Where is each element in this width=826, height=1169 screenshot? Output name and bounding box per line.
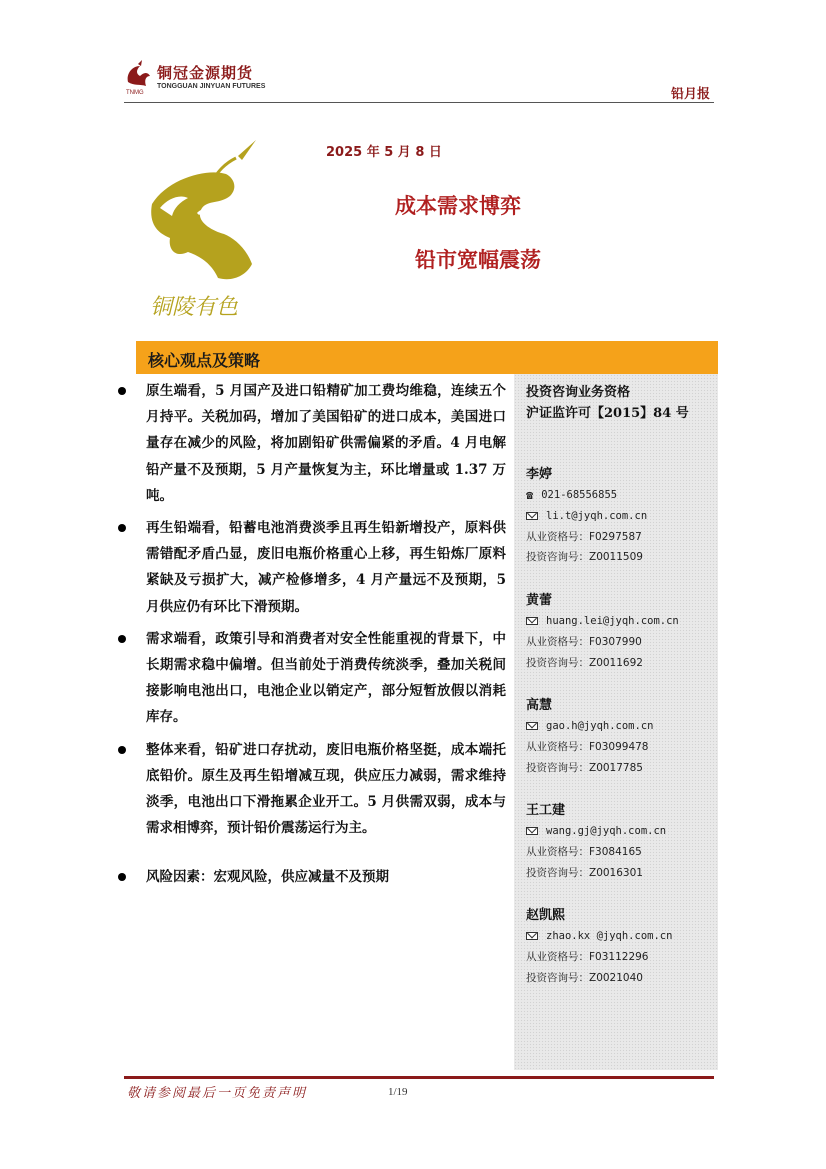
analyst-card bbox=[526, 906, 716, 988]
risk-item bbox=[116, 864, 506, 890]
list-item bbox=[116, 737, 506, 842]
section-title: 核心观点及策略 bbox=[148, 351, 261, 370]
bullet-icon bbox=[118, 873, 126, 881]
analyst-email[interactable]: wang.gj@jyqh.com.cn bbox=[526, 821, 716, 842]
analyst-email[interactable]: gao.h@jyqh.com.cn bbox=[526, 716, 716, 737]
point-text: 需求端看，政策引导和消费者对安全性能重视的背景下，中长期需求稳中偏增。但当前处于消费传统淡季，叠加关税间接影响电池出口，电池企业以销定产，部分短暂放假以消耗库存。 bbox=[146, 630, 506, 726]
mail-icon bbox=[526, 617, 538, 625]
analyst-name: 黄蕾 bbox=[526, 593, 553, 608]
company-name-cn: 铜冠金源期货 bbox=[157, 64, 254, 82]
company-name-en: TONGGUAN JINYUAN FUTURES bbox=[157, 83, 266, 90]
analyst-name: 赵凯熙 bbox=[526, 908, 566, 923]
analyst-advisory: 投资咨询号：Z0011509 bbox=[526, 551, 643, 564]
report-date: 2025 年 5 月 8 日 bbox=[326, 145, 442, 160]
report-type-label: 铅月报 bbox=[670, 87, 710, 102]
footer-divider bbox=[124, 1076, 714, 1079]
svg-text:铜陵有色: 铜陵有色 bbox=[150, 295, 239, 320]
report-title-line1: 成本需求博弈 bbox=[395, 194, 521, 218]
analyst-card bbox=[526, 465, 716, 568]
risk-text: 风险因素：宏观风险，供应减量不及预期 bbox=[146, 869, 389, 886]
bullet-icon bbox=[118, 524, 126, 532]
analyst-cert: 从业资格号：F03112296 bbox=[526, 950, 649, 963]
bullet-icon bbox=[118, 746, 126, 754]
phone-icon: ☎ bbox=[526, 488, 534, 502]
core-points-list bbox=[116, 378, 506, 891]
analyst-advisory: 投资咨询号：Z0011692 bbox=[526, 656, 643, 669]
list-item bbox=[116, 515, 506, 620]
analyst-name: 李婷 bbox=[526, 467, 553, 482]
qualification-title: 投资咨询业务资格 bbox=[526, 385, 631, 400]
mail-icon bbox=[526, 722, 538, 730]
analyst-phone: ☎ 021-68556855 bbox=[526, 488, 618, 502]
analyst-card bbox=[526, 801, 716, 883]
analyst-email[interactable]: li.t@jyqh.com.cn bbox=[526, 506, 716, 527]
header-divider bbox=[124, 102, 714, 103]
analyst-email[interactable]: zhao.kx @jyqh.com.cn bbox=[526, 926, 716, 947]
disclaimer-note: 敬请参阅最后一页免责声明 bbox=[127, 1086, 308, 1101]
analyst-advisory: 投资咨询号：Z0017785 bbox=[526, 761, 643, 774]
analyst-card bbox=[526, 591, 716, 673]
mail-icon bbox=[526, 827, 538, 835]
analyst-cert: 从业资格号：F0307990 bbox=[526, 635, 642, 648]
company-abbr: TNMG bbox=[126, 90, 144, 96]
tongling-emblem-icon bbox=[138, 138, 268, 328]
analyst-email[interactable]: huang.lei@jyqh.com.cn bbox=[526, 611, 716, 632]
analyst-cert: 从业资格号：F0297587 bbox=[526, 530, 642, 543]
point-text: 再生铅端看，铅蓄电池消费淡季且再生铅新增投产，原料供需错配矛盾凸显，废旧电瓶价格重心上移，再生铅炼厂原料紧缺及亏损扩大，减产检修增多，4 月产量远不及预期，5 月供应仍有环比下滑预期。 bbox=[146, 520, 506, 615]
qualification-license: 沪证监许可【2015】84 号 bbox=[526, 406, 689, 421]
analyst-cert: 从业资格号：F03099478 bbox=[526, 740, 649, 753]
analyst-advisory: 投资咨询号：Z0021040 bbox=[526, 971, 643, 984]
analyst-name: 王工建 bbox=[526, 803, 566, 818]
list-item bbox=[116, 626, 506, 731]
bullet-icon bbox=[118, 387, 126, 395]
company-logo-icon bbox=[124, 60, 154, 92]
analyst-advisory: 投资咨询号：Z0016301 bbox=[526, 866, 643, 879]
mail-icon bbox=[526, 932, 538, 940]
analyst-cert: 从业资格号：F3084165 bbox=[526, 845, 642, 858]
bullet-icon bbox=[118, 635, 126, 643]
page-number: 1/19 bbox=[388, 1086, 408, 1098]
analyst-card bbox=[526, 696, 716, 778]
point-text: 原生端看，5 月国产及进口铅精矿加工费均维稳，连续五个月持平。关税加码，增加了美国铅矿的进口成本，美国进口量存在减少的风险，将加剧铅矿供需偏紧的矛盾。4 月电解铅产量不及预期，5 月产量恢复为主，环比增量或 1.37 万吨。 bbox=[146, 383, 506, 504]
list-item bbox=[116, 378, 506, 509]
mail-icon bbox=[526, 512, 538, 520]
report-title-line2: 铅市宽幅震荡 bbox=[415, 248, 541, 272]
point-text: 整体来看，铅矿进口存扰动，废旧电瓶价格坚挺，成本端托底铅价。原生及再生铅增减互现，供应压力减弱，需求维持淡季，电池出口下滑拖累企业开工。5 月供需双弱，成本与需求相博弈，预计铅价震荡运行为主。 bbox=[146, 741, 506, 837]
analyst-name: 高慧 bbox=[526, 698, 553, 713]
